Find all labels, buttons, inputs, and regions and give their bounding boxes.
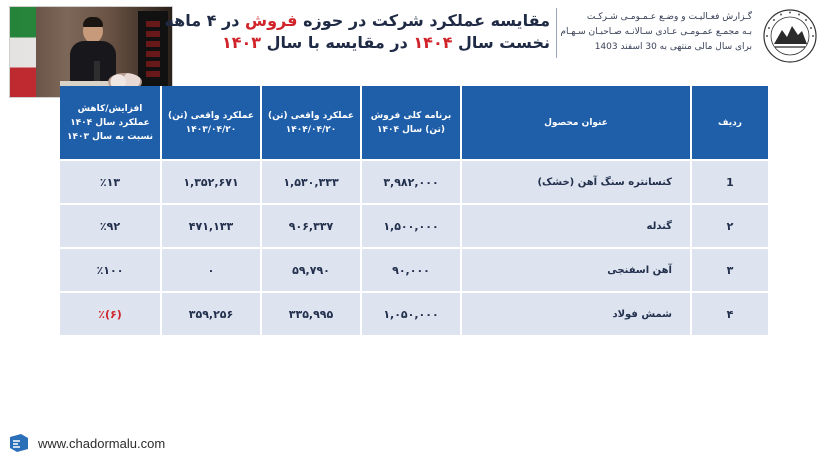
footer [8, 432, 165, 454]
cell-actual-1404: ۱,۵۳۰,۳۳۳ [260, 159, 360, 203]
cell-index: ۳ [690, 247, 768, 291]
title-highlight-sales: فروش [245, 11, 298, 30]
brand-badge-icon [8, 433, 30, 453]
title-text: در مقایسه با سال [266, 33, 408, 52]
title-highlight-year-1404: ۱۴۰۴ [413, 33, 453, 52]
speaker-video-thumbnail [9, 6, 173, 98]
cell-product: کنسانتره سنگ آهن (خشک) [460, 159, 690, 203]
column-header-actual-1403: عملکرد واقعی (تن) ۱۴۰۳/۰۴/۲۰ [160, 86, 260, 159]
cell-actual-1403: ۴۷۱,۱۳۳ [160, 203, 260, 247]
title-text: مقایسه عملکرد شرکت در حوزه [303, 11, 550, 30]
cell-change-negative: (۶)٪ [60, 291, 160, 335]
title-line-1 [164, 10, 550, 32]
title-highlight-year-1403: ۱۴۰۳ [221, 33, 262, 52]
cell-product: گندله [460, 203, 690, 247]
flag-icon [10, 7, 36, 98]
table-row [60, 159, 768, 203]
chadormalu-mountain-logo-icon [762, 8, 818, 64]
column-header-sales-plan: برنامه کلی فروش (تن) سال ۱۴۰۴ [360, 86, 460, 159]
column-header-actual-1404: عملکرد واقعی (تن) ۱۴۰۴/۰۴/۲۰ [260, 86, 360, 159]
cell-index: 1 [690, 159, 768, 203]
table-row [60, 291, 768, 335]
table-row [60, 203, 768, 247]
cell-actual-1403: ۳۵۹,۲۵۶ [160, 291, 260, 335]
column-header-index: ردیف [690, 86, 768, 159]
cell-change: ٪۱۰۰ [60, 247, 160, 291]
cell-actual-1404: ۳۳۵,۹۹۵ [260, 291, 360, 335]
cell-actual-1404: ۵۹,۷۹۰ [260, 247, 360, 291]
header-divider [556, 8, 557, 58]
report-line: بـه مجمـع عمـومـی عـادی سـالانـه صـاحبـان سـهـام [560, 27, 752, 37]
table-row [60, 247, 768, 291]
cell-product: شمش فولاد [460, 291, 690, 335]
column-header-product: عنوان محصول [460, 86, 690, 159]
table-header-row [60, 86, 768, 159]
report-line: گـزارش فعـالیـت و وضـع عـمـومـی شـرکـت [586, 12, 752, 22]
title-text: نخست سال [458, 33, 550, 52]
cell-plan: ۱,۰۵۰,۰۰۰ [360, 291, 460, 335]
report-description [560, 10, 752, 55]
cell-actual-1404: ۹۰۶,۳۳۷ [260, 203, 360, 247]
cell-plan: ۱,۵۰۰,۰۰۰ [360, 203, 460, 247]
cell-index: ۴ [690, 291, 768, 335]
report-line-fiscal-year: برای سال مالی منتهی به 30 اسفند 1403 [594, 42, 752, 52]
title-text: در ۴ ماهه [164, 11, 240, 30]
sales-comparison-table [60, 86, 768, 335]
cell-actual-1403: ۰ [160, 247, 260, 291]
cell-index: ۲ [690, 203, 768, 247]
cell-plan: ۳,۹۸۲,۰۰۰ [360, 159, 460, 203]
cell-product: آهن اسفنجی [460, 247, 690, 291]
column-header-change: افزایش/کاهش عملکرد سال ۱۴۰۴ نسبت به سال ۱۴۰۳ [60, 86, 160, 159]
cell-change: ٪۹۲ [60, 203, 160, 247]
microphone-icon [94, 61, 100, 81]
title-line-2 [178, 32, 550, 54]
cell-plan: ۹۰,۰۰۰ [360, 247, 460, 291]
website-link[interactable]: www.chadormalu.com [38, 435, 166, 451]
cell-actual-1403: ۱,۳۵۲,۶۷۱ [160, 159, 260, 203]
cell-change: ٪۱۳ [60, 159, 160, 203]
slide-title [164, 10, 550, 54]
